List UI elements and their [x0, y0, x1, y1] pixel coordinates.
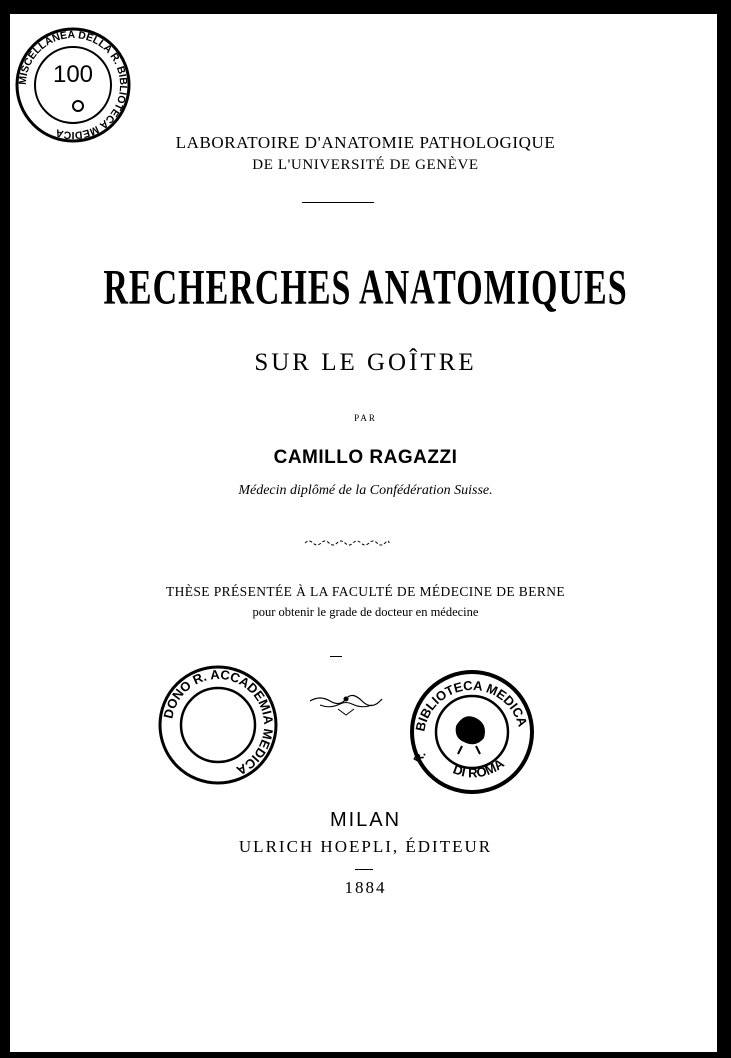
rome-stamp-bottom-text: DI ROMA: [451, 755, 507, 781]
short-rule: [330, 656, 342, 657]
ornament-dots: [303, 532, 391, 540]
author-name: CAMILLO RAGAZZI: [273, 447, 458, 468]
library-stamp-top: [14, 26, 132, 144]
imprint-publisher: ULRICH HOEPLI, ÉDITEUR: [238, 837, 493, 856]
subtitle: SUR LE GOÎTRE: [254, 349, 477, 376]
institution-line-1: LABORATOIRE D'ANATOMIE PATHOLOGIQUE: [175, 133, 556, 152]
thesis-line-1: THÈSE PRÉSENTÉE À LA FACULTÉ DE MÉDECINE DE BERNE: [165, 584, 566, 599]
imprint-rule: [355, 869, 373, 870]
main-title: RECHERCHES ANATOMIQUES: [103, 261, 628, 316]
rome-stamp-prefix: R.: [410, 748, 429, 766]
scan-border-bottom: [0, 1052, 731, 1058]
academy-stamp-text: DONO R. ACCADEMIA MEDICA: [160, 666, 277, 779]
stamp-number: 100: [52, 61, 94, 88]
author-credential: Médecin diplômé de la Confédération Suisse.: [238, 483, 493, 498]
thesis-line-2: pour obtenir le grade de docteur en médecine: [252, 605, 479, 619]
byline-par: PAR: [354, 413, 377, 423]
center-ornament: [308, 687, 384, 719]
rome-stamp-top-text: BIBLIOTECA MEDICA: [412, 677, 531, 733]
library-stamp-rome: [406, 668, 538, 796]
academy-stamp: [157, 664, 279, 786]
imprint-year: 1884: [344, 878, 387, 897]
svg-text:DI ROMA: [451, 755, 507, 780]
scan-border-top: [0, 0, 731, 14]
stamp-ring-text: MISCELLANEA DELLA R. BIBLIOTECA MEDICA: [16, 28, 130, 142]
institution-line-2: DE L'UNIVERSITÉ DE GENÈVE: [252, 157, 479, 173]
separator-rule: [302, 202, 374, 203]
imprint-city: MILAN: [329, 809, 402, 831]
